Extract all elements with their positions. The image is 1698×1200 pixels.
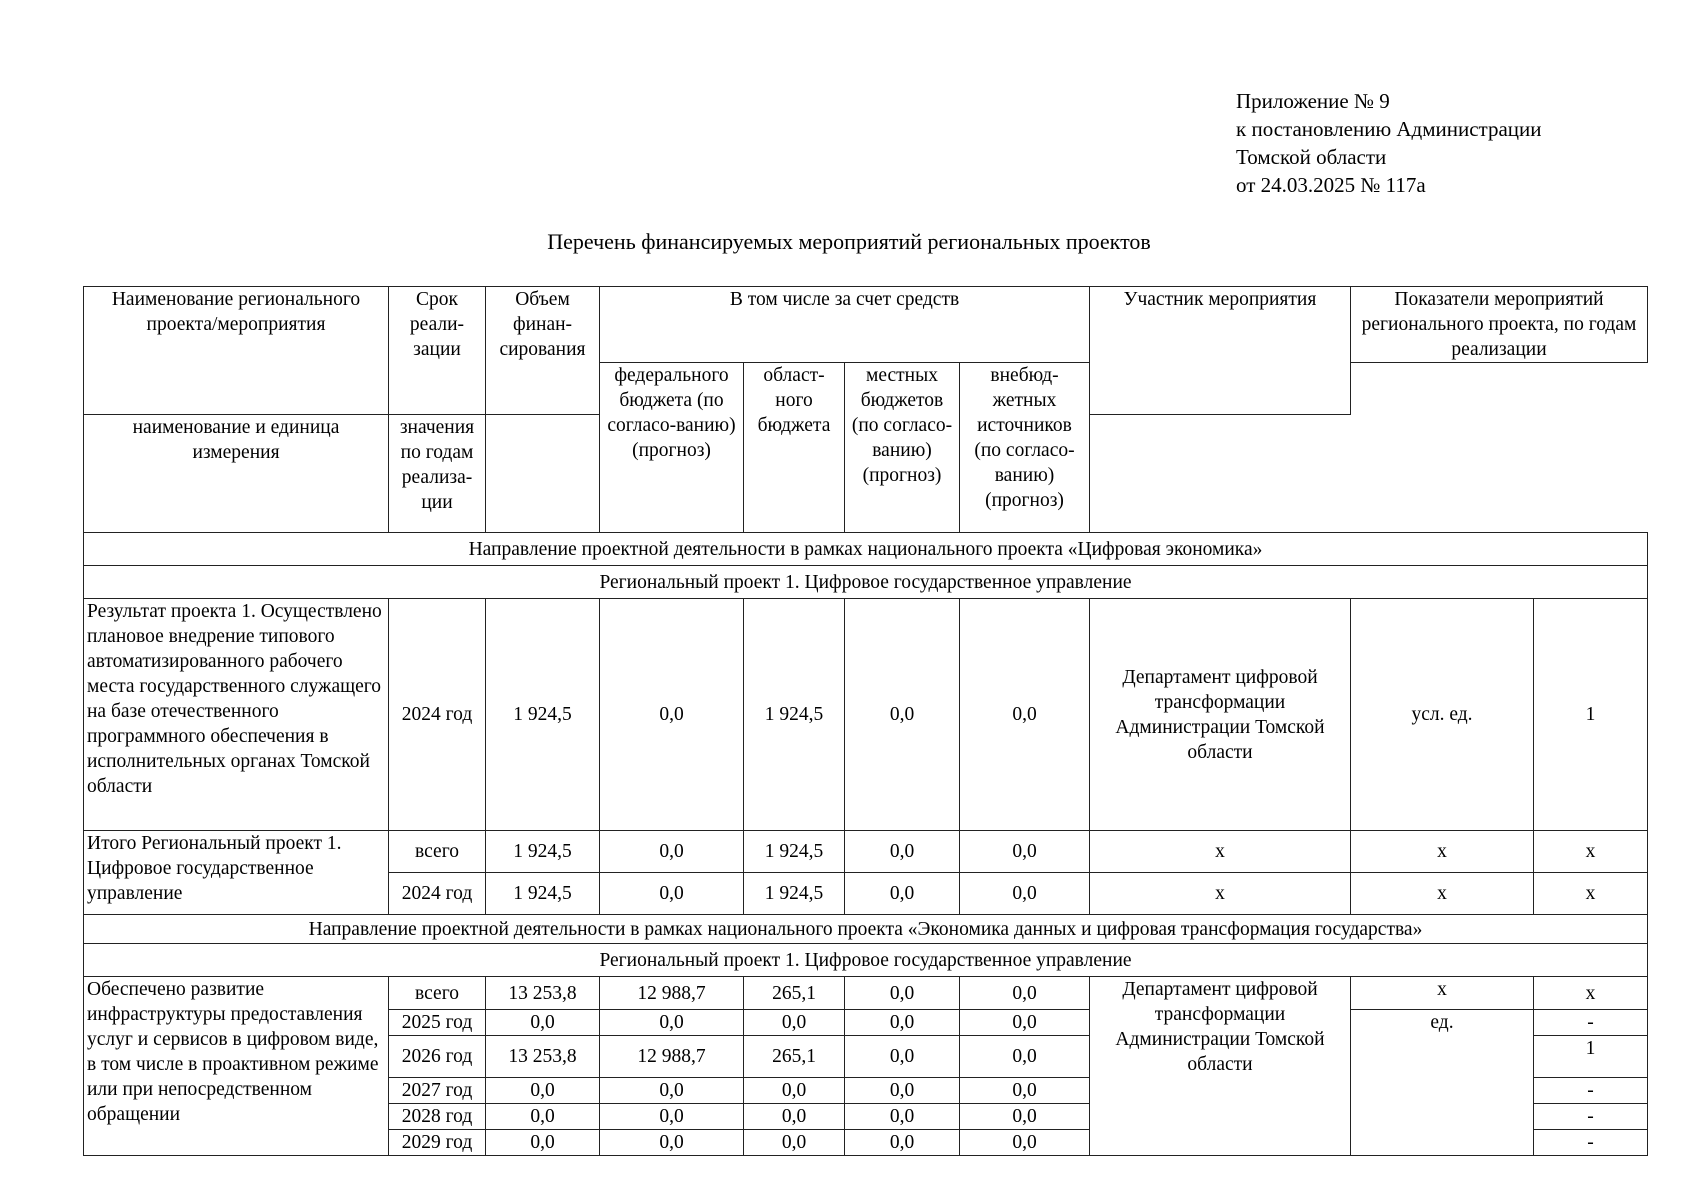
cell-regional: 0,0 <box>744 1104 845 1130</box>
cell-term: 2029 год <box>389 1130 486 1156</box>
cell-local: 0,0 <box>845 977 960 1010</box>
cell-ind-value: х <box>1534 977 1648 1010</box>
cell-volume: 0,0 <box>486 1078 600 1104</box>
cell-ind-value: - <box>1534 1078 1648 1104</box>
cell-volume: 13 253,8 <box>486 1036 600 1078</box>
cell-participant: Департамент цифровой трансформации Администрации Томской области <box>1090 599 1351 831</box>
header-local: местных бюджетов (по согласо-ванию) (прогноз) <box>845 363 960 533</box>
cell-ind-name: х <box>1351 873 1534 915</box>
approval-line: к постановлению Администрации <box>1236 117 1542 141</box>
table-row <box>84 977 1648 1010</box>
cell-ind-name: х <box>1351 831 1534 873</box>
cell-participant: х <box>1090 831 1351 873</box>
cell-regional: 265,1 <box>744 977 845 1010</box>
cell-federal: 12 988,7 <box>600 1036 744 1078</box>
cell-federal: 0,0 <box>600 1104 744 1130</box>
cell-federal: 0,0 <box>600 599 744 831</box>
cell-volume: 1 924,5 <box>486 599 600 831</box>
cell-offbudget: 0,0 <box>960 1104 1090 1130</box>
header-ind-values: значения по годам реализа-ции <box>389 415 486 533</box>
cell-term: 2027 год <box>389 1078 486 1104</box>
approval-stamp <box>1236 87 1542 199</box>
cell-volume: 13 253,8 <box>486 977 600 1010</box>
cell-ind-name: усл. ед. <box>1351 599 1534 831</box>
cell-volume: 0,0 <box>486 1130 600 1156</box>
header-regional: област-ного бюджета <box>744 363 845 533</box>
activity-name: Обеспечено развитие инфраструктуры предоставления услуг и сервисов в цифровом виде, в том числе в проактивном режиме или при непосредственном обращении <box>84 977 389 1156</box>
cell-term: 2025 год <box>389 1010 486 1036</box>
cell-ind-value: х <box>1534 831 1648 873</box>
approval-line: Приложение № 9 <box>1236 89 1390 113</box>
cell-local: 0,0 <box>845 1036 960 1078</box>
table-row <box>84 599 1648 831</box>
cell-regional: 1 924,5 <box>744 831 845 873</box>
project-heading: Региональный проект 1. Цифровое государственное управление <box>84 944 1648 977</box>
section-direction-row <box>84 533 1648 566</box>
header-term: Срок реали-зации <box>389 287 486 415</box>
section-project-row <box>84 944 1648 977</box>
header-ind-name: наименование и единица измерения <box>84 415 389 533</box>
cell-regional: 265,1 <box>744 1036 845 1078</box>
cell-term: всего <box>389 977 486 1010</box>
direction-heading: Направление проектной деятельности в рамках национального проекта «Экономика данных и цифровая трансформация государства» <box>84 915 1648 944</box>
section-direction-row <box>84 915 1648 944</box>
cell-regional: 0,0 <box>744 1130 845 1156</box>
cell-local: 0,0 <box>845 1078 960 1104</box>
cell-term: всего <box>389 831 486 873</box>
result-name: Результат проекта 1. Осуществлено плановое внедрение типового автоматизированного рабочего места государственного служащего на базе отечественного программного обеспечения в исполнительных органах Томской области <box>84 599 389 831</box>
cell-offbudget: 0,0 <box>960 1010 1090 1036</box>
header-federal: федерального бюджета (по согласо-ванию) (прогноз) <box>600 363 744 533</box>
cell-federal: 0,0 <box>600 1130 744 1156</box>
table-row <box>84 831 1648 873</box>
document-title: Перечень финансируемых мероприятий региональных проектов <box>547 229 1151 254</box>
cell-federal: 0,0 <box>600 873 744 915</box>
cell-local: 0,0 <box>845 599 960 831</box>
cell-volume: 1 924,5 <box>486 873 600 915</box>
cell-ind-value: - <box>1534 1010 1648 1036</box>
cell-regional: 1 924,5 <box>744 873 845 915</box>
cell-offbudget: 0,0 <box>960 599 1090 831</box>
approval-line: Томской области <box>1236 145 1387 169</box>
total-name: Итого Региональный проект 1. Цифровое государственное управление <box>84 831 389 915</box>
cell-volume: 1 924,5 <box>486 831 600 873</box>
cell-regional: 0,0 <box>744 1078 845 1104</box>
section-project-row <box>84 566 1648 599</box>
header-funding-group: В том числе за счет средств <box>600 287 1090 363</box>
cell-local: 0,0 <box>845 1104 960 1130</box>
cell-ind-value: - <box>1534 1104 1648 1130</box>
cell-ind-name: ед. <box>1351 1010 1534 1156</box>
cell-offbudget: 0,0 <box>960 977 1090 1010</box>
cell-ind-value: х <box>1534 873 1648 915</box>
cell-offbudget: 0,0 <box>960 1036 1090 1078</box>
cell-federal: 0,0 <box>600 1078 744 1104</box>
project-heading: Региональный проект 1. Цифровое государственное управление <box>84 566 1648 599</box>
cell-offbudget: 0,0 <box>960 1130 1090 1156</box>
cell-federal: 0,0 <box>600 831 744 873</box>
cell-ind-name: х <box>1351 977 1534 1010</box>
cell-ind-value: 1 <box>1534 1036 1648 1078</box>
cell-term: 2024 год <box>389 873 486 915</box>
header-volume: Объем финан-сирования <box>486 287 600 415</box>
cell-offbudget: 0,0 <box>960 1078 1090 1104</box>
table-header-row <box>84 287 1648 363</box>
cell-regional: 1 924,5 <box>744 599 845 831</box>
cell-offbudget: 0,0 <box>960 831 1090 873</box>
cell-local: 0,0 <box>845 1010 960 1036</box>
cell-ind-value: 1 <box>1534 599 1648 831</box>
cell-regional: 0,0 <box>744 1010 845 1036</box>
cell-local: 0,0 <box>845 831 960 873</box>
cell-term: 2024 год <box>389 599 486 831</box>
cell-federal: 12 988,7 <box>600 977 744 1010</box>
header-indicators-group: Показатели мероприятий регионального проекта, по годам реализации <box>1351 287 1648 363</box>
cell-volume: 0,0 <box>486 1010 600 1036</box>
header-offbudget: внебюд-жетных источников (по согласо-ванию) (прогноз) <box>960 363 1090 533</box>
header-name: Наименование регионального проекта/мероприятия <box>84 287 389 415</box>
cell-local: 0,0 <box>845 873 960 915</box>
cell-term: 2026 год <box>389 1036 486 1078</box>
cell-offbudget: 0,0 <box>960 873 1090 915</box>
header-participant: Участник мероприятия <box>1090 287 1351 415</box>
cell-participant: х <box>1090 873 1351 915</box>
activity-participant: Департамент цифровой трансформации Администрации Томской области <box>1090 977 1351 1156</box>
cell-term: 2028 год <box>389 1104 486 1130</box>
cell-federal: 0,0 <box>600 1010 744 1036</box>
direction-heading: Направление проектной деятельности в рамках национального проекта «Цифровая экономика» <box>84 533 1648 566</box>
cell-ind-value: - <box>1534 1130 1648 1156</box>
activities-table <box>83 286 1648 1156</box>
cell-local: 0,0 <box>845 1130 960 1156</box>
approval-line: от 24.03.2025 № 117а <box>1236 173 1426 197</box>
cell-volume: 0,0 <box>486 1104 600 1130</box>
